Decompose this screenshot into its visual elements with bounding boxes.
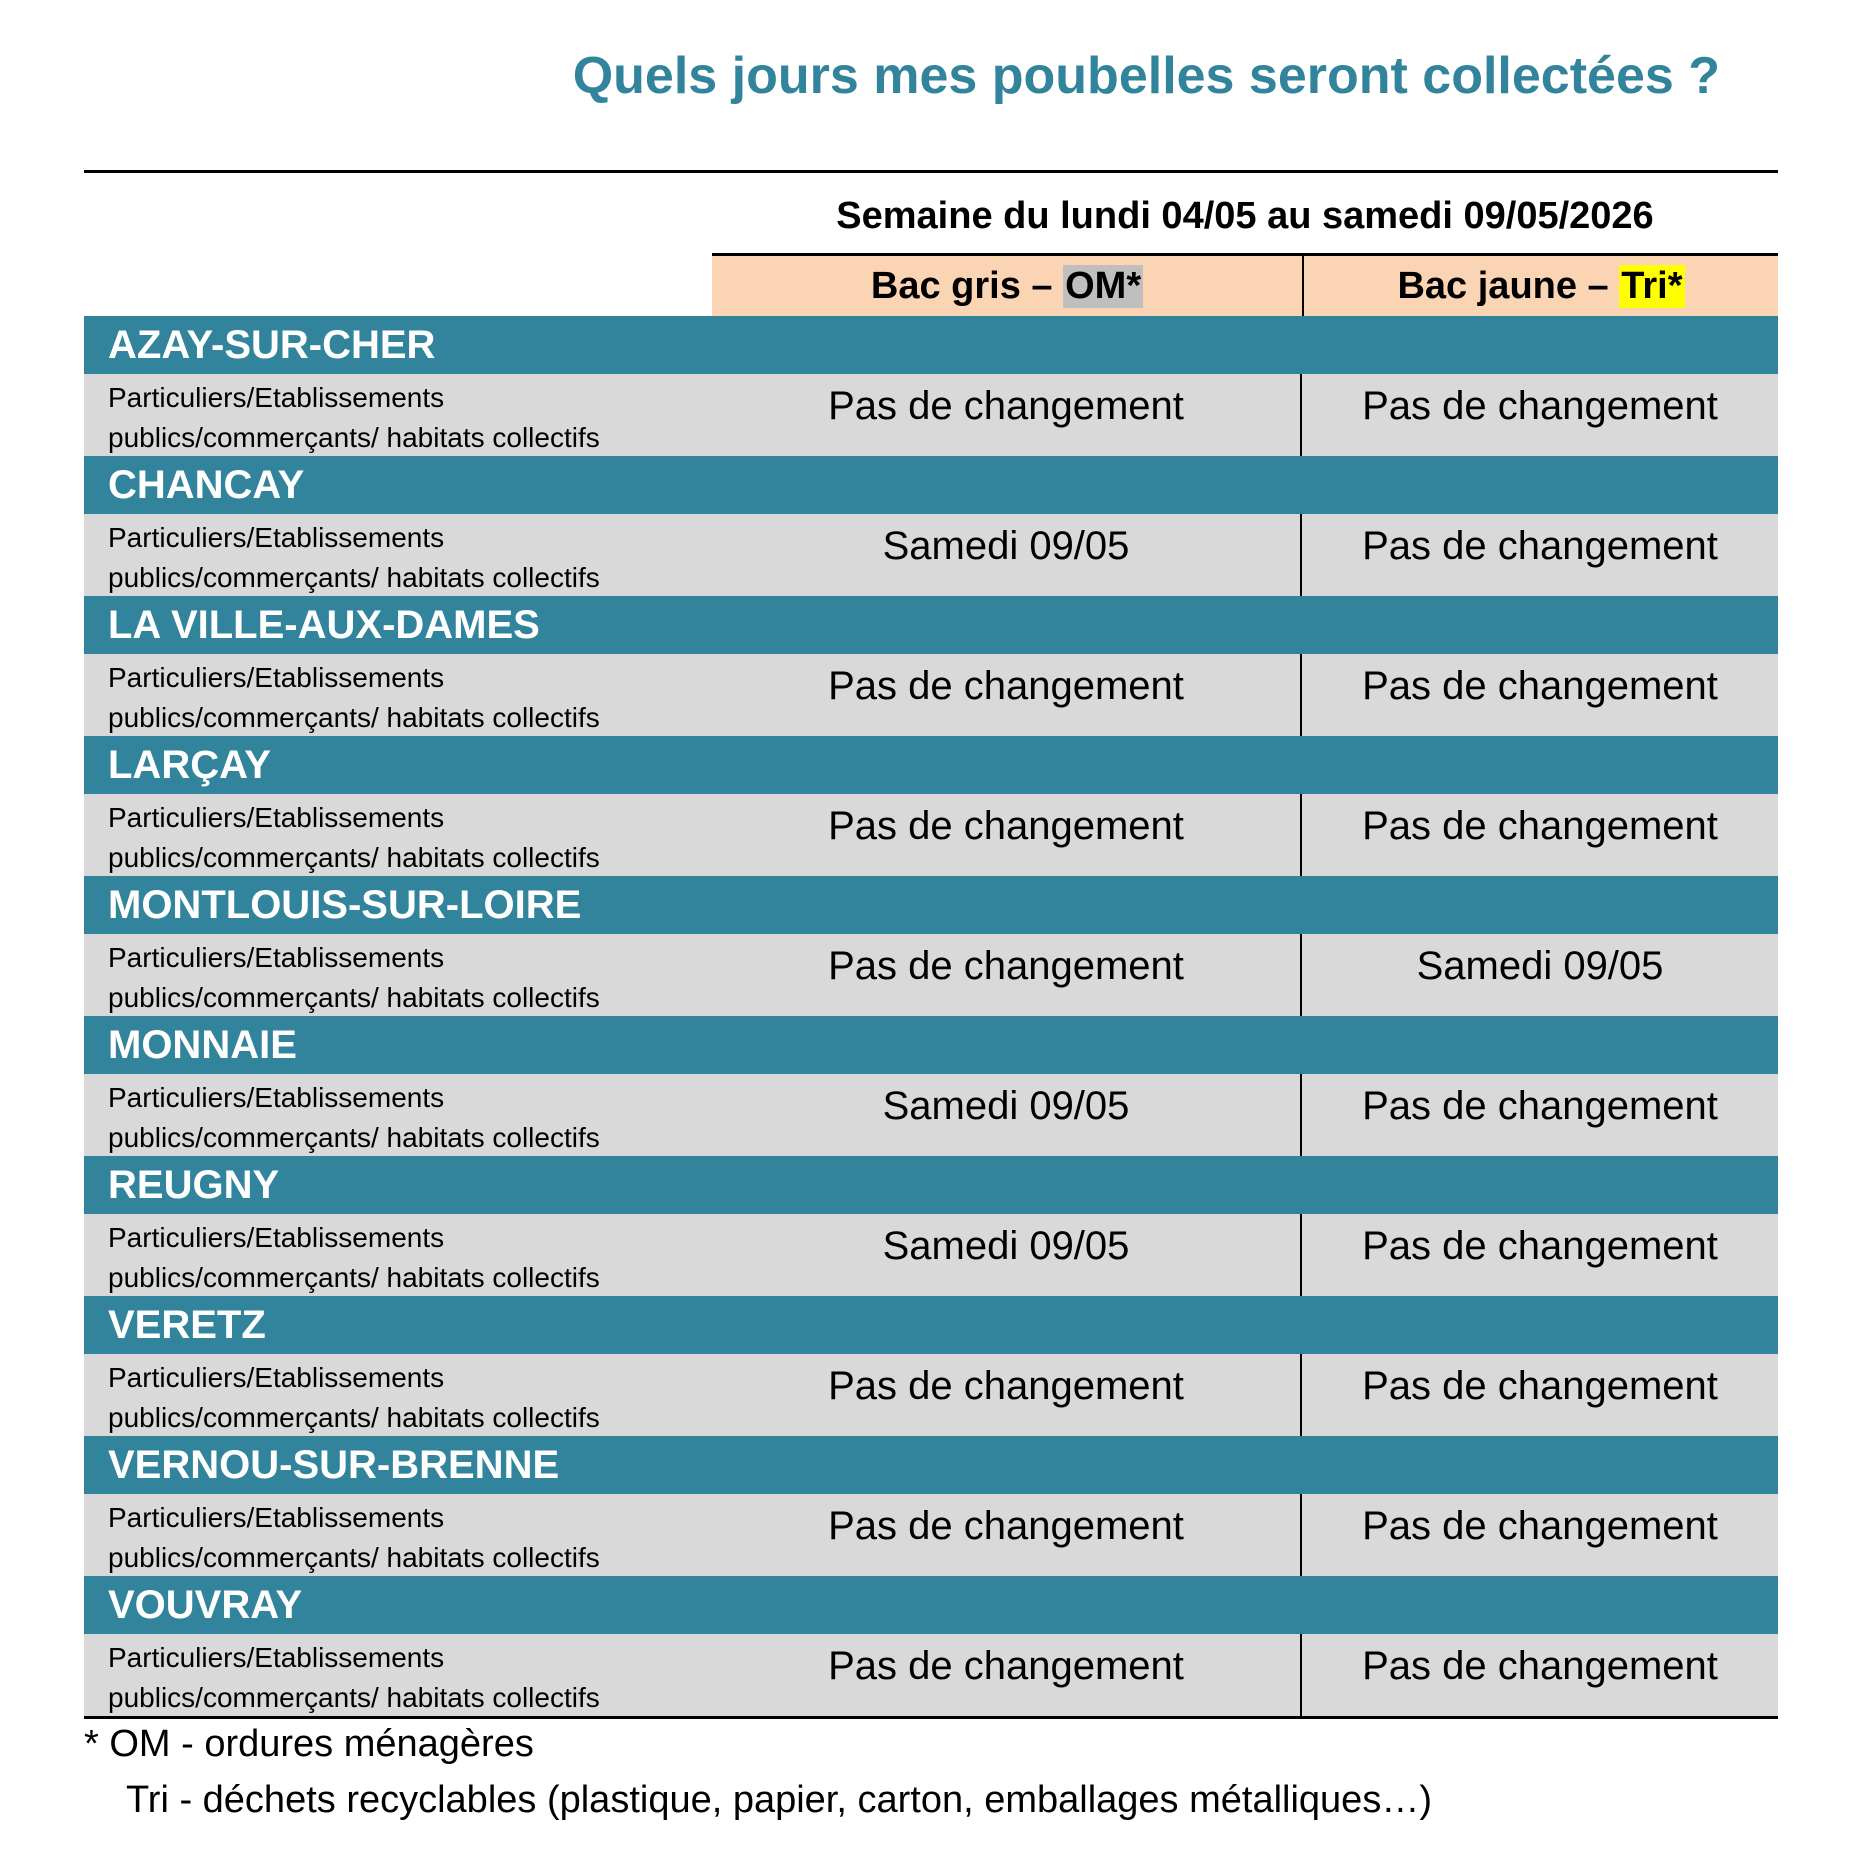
table-row	[84, 374, 1778, 456]
commune-header	[84, 596, 1778, 654]
audience-line-1: Particuliers/Etablissements	[108, 1362, 445, 1393]
table-row	[84, 934, 1778, 1016]
commune-name: MONNAIE	[108, 1022, 297, 1067]
table-row	[84, 1074, 1778, 1156]
audience-line-2: publics/commerçants/ habitats collectifs	[108, 562, 600, 593]
commune-header	[84, 316, 1778, 374]
audience-line-2: publics/commerçants/ habitats collectifs	[108, 702, 600, 733]
audience-line-2: publics/commerçants/ habitats collectifs	[108, 1402, 600, 1433]
bac-jaune-value: Pas de changement	[1362, 1084, 1718, 1128]
page-title: Quels jours mes poubelles seront collectées ?	[572, 47, 1720, 105]
bac-gris-value: Pas de changement	[712, 374, 1302, 456]
audience-description	[84, 1634, 712, 1716]
commune-name: MONTLOUIS-SUR-LOIRE	[108, 882, 582, 927]
table-row	[84, 794, 1778, 876]
bac-jaune-value: Samedi 09/05	[1416, 944, 1664, 988]
bac-gris-value: Pas de changement	[712, 654, 1302, 736]
commune-name: VERETZ	[108, 1302, 266, 1347]
commune-header	[84, 1156, 1778, 1214]
commune-name: REUGNY	[108, 1162, 280, 1207]
audience-line-1: Particuliers/Etablissements	[108, 1642, 445, 1673]
audience-line-1: Particuliers/Etablissements	[108, 662, 445, 693]
commune-name: VERNOU-SUR-BRENNE	[108, 1442, 560, 1487]
bac-jaune-value: Pas de changement	[1362, 1364, 1718, 1408]
column-header-bac-gris	[712, 256, 1304, 316]
bac-gris-value: Pas de changement	[712, 1494, 1302, 1576]
bac-gris-value: Samedi 09/05	[712, 1074, 1302, 1156]
audience-line-1: Particuliers/Etablissements	[108, 942, 445, 973]
audience-line-2: publics/commerçants/ habitats collectifs	[108, 982, 600, 1013]
audience-line-2: publics/commerçants/ habitats collectifs	[108, 1682, 600, 1713]
audience-line-2: publics/commerçants/ habitats collectifs	[108, 1542, 600, 1573]
audience-line-1: Particuliers/Etablissements	[108, 382, 445, 413]
audience-description	[84, 654, 712, 736]
audience-line-1: Particuliers/Etablissements	[108, 802, 445, 833]
tri-code: Tri*	[1621, 264, 1683, 307]
bac-jaune-value: Pas de changement	[1362, 1644, 1718, 1688]
audience-line-1: Particuliers/Etablissements	[108, 1502, 445, 1533]
bac-gris-value: Pas de changement	[712, 934, 1302, 1016]
audience-description	[84, 1074, 712, 1156]
audience-line-2: publics/commerçants/ habitats collectifs	[108, 1262, 600, 1293]
table-row	[84, 514, 1778, 596]
audience-description	[84, 1494, 712, 1576]
table-row	[84, 1634, 1778, 1716]
om-code: OM*	[1065, 264, 1142, 307]
audience-line-1: Particuliers/Etablissements	[108, 1082, 445, 1113]
audience-description	[84, 1354, 712, 1436]
footnote-tri: Tri - déchets recyclables (plastique, papier, carton, emballages métalliques…)	[126, 1779, 1432, 1821]
footnote-om: * OM - ordures ménagères	[84, 1723, 534, 1765]
bac-jaune-label: Bac jaune –	[1397, 264, 1620, 307]
bac-jaune-value: Pas de changement	[1362, 524, 1718, 568]
commune-name: LA VILLE-AUX-DAMES	[108, 602, 540, 647]
table-row	[84, 1214, 1778, 1296]
audience-description	[84, 514, 712, 596]
collection-table	[84, 316, 1778, 1719]
bac-gris-label: Bac gris –	[870, 264, 1064, 307]
commune-header	[84, 1296, 1778, 1354]
bac-jaune-value: Pas de changement	[1362, 804, 1718, 848]
commune-name: AZAY-SUR-CHER	[108, 322, 436, 367]
footnotes	[84, 1716, 1432, 1828]
bac-gris-value: Pas de changement	[712, 1354, 1302, 1436]
commune-header	[84, 1016, 1778, 1074]
table-row	[84, 654, 1778, 736]
audience-line-1: Particuliers/Etablissements	[108, 522, 445, 553]
commune-header	[84, 1436, 1778, 1494]
bac-gris-value: Pas de changement	[712, 794, 1302, 876]
week-heading: Semaine du lundi 04/05 au samedi 09/05/2026	[836, 194, 1654, 237]
audience-description	[84, 794, 712, 876]
audience-line-2: publics/commerçants/ habitats collectifs	[108, 842, 600, 873]
audience-description	[84, 374, 712, 456]
commune-header	[84, 456, 1778, 514]
bac-gris-value: Samedi 09/05	[712, 514, 1302, 596]
commune-name: LARÇAY	[108, 742, 271, 787]
commune-header	[84, 736, 1778, 794]
audience-line-1: Particuliers/Etablissements	[108, 1222, 445, 1253]
commune-header	[84, 876, 1778, 934]
audience-line-2: publics/commerçants/ habitats collectifs	[108, 1122, 600, 1153]
bac-jaune-value: Pas de changement	[1362, 384, 1718, 428]
bac-jaune-value: Pas de changement	[1362, 664, 1718, 708]
top-rule	[84, 170, 1778, 173]
column-headers	[712, 253, 1778, 316]
table-row	[84, 1354, 1778, 1436]
bac-jaune-value: Pas de changement	[1362, 1504, 1718, 1548]
audience-line-2: publics/commerçants/ habitats collectifs	[108, 422, 600, 453]
table-row	[84, 1494, 1778, 1576]
bac-gris-value: Pas de changement	[712, 1634, 1302, 1716]
column-header-bac-jaune	[1304, 256, 1778, 316]
commune-name: VOUVRAY	[108, 1582, 303, 1627]
bac-jaune-value: Pas de changement	[1362, 1224, 1718, 1268]
commune-name: CHANCAY	[108, 462, 305, 507]
commune-header	[84, 1576, 1778, 1634]
bac-gris-value: Samedi 09/05	[712, 1214, 1302, 1296]
audience-description	[84, 1214, 712, 1296]
audience-description	[84, 934, 712, 1016]
